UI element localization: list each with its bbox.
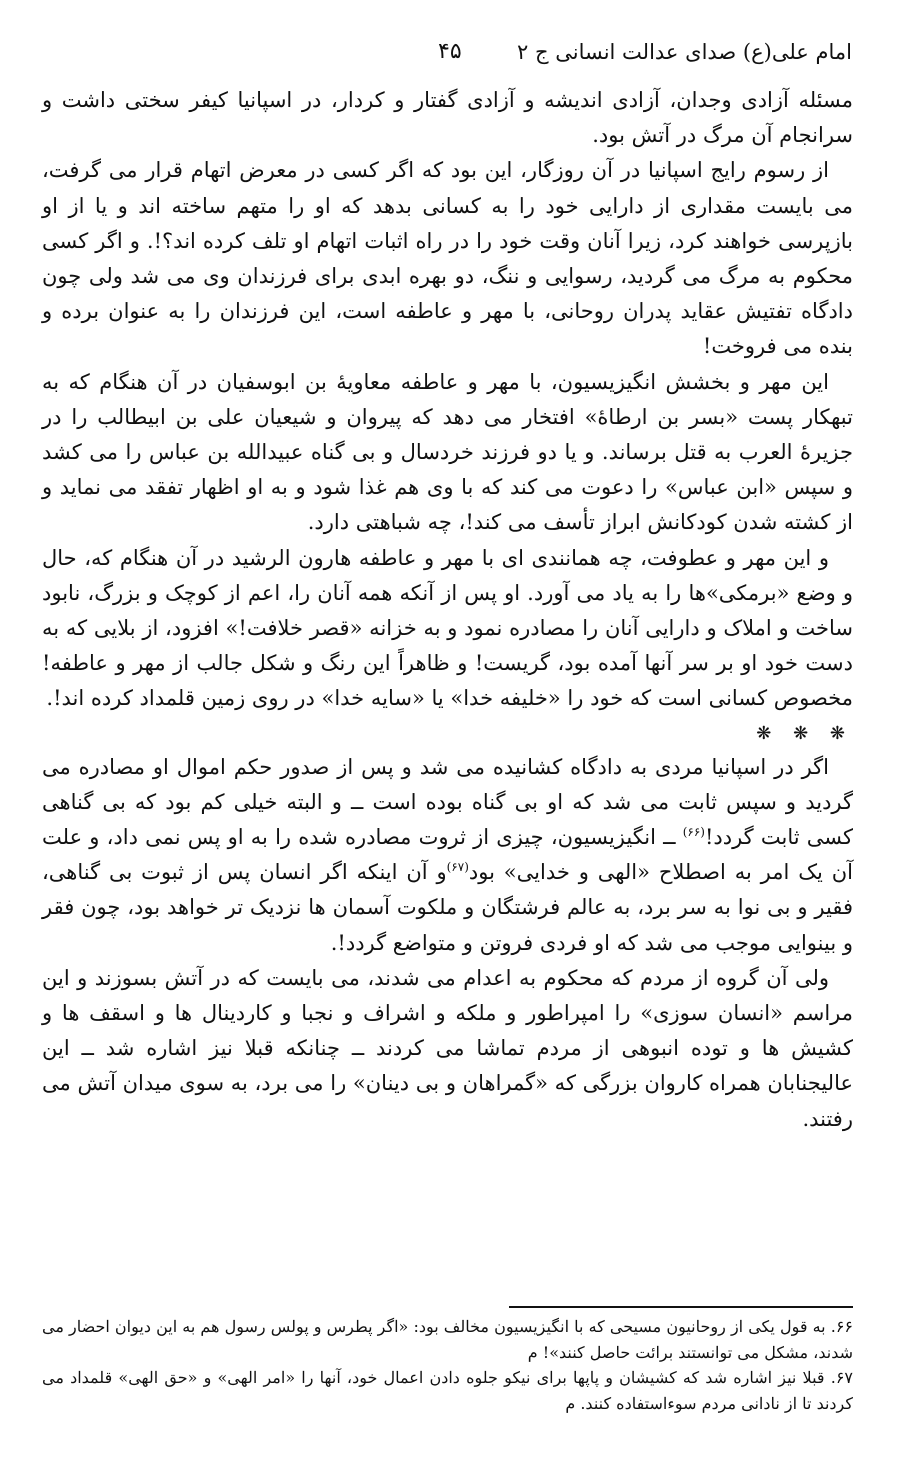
- footnote-67: ۶۷. قبلا نیز اشاره شد که کشیشان و پاپها برای نیکو جلوه دادن اعمال خود، آنها را «امر الهی» و «حق الهی» قلمداد می کردند تا از نادانی مردم سوءاستفاده کنند. م: [42, 1368, 854, 1413]
- section-separator: ❋ ❋ ❋: [756, 722, 853, 744]
- paragraph-2: از رسوم رایج اسپانیا در آن روزگار، این بود که اگر کسی در معرض اتهام قرار می گرفت، می بایست مقداری از دارایی خود را به کسانی بدهد که او را متهم ساخته اند و یا از او بازپرسی خواهند کرد، زیرا آنان وقت خود را در راه اثبات اتهام او تلف کرده اند؟!. و اگر کسی محکوم به مرگ می گردید، رسوایی و ننگ، دو بهره ابدی برای فرزندان وی می شد ولی چون دادگاه تفتیش عقاید پدران روحانی، با مهر و عاطفه است، این فرزندان را به عنوان برده و بنده می فروخت!: [42, 158, 853, 359]
- main-text: [42, 83, 853, 1137]
- paragraph-5: [42, 750, 853, 961]
- footnote-reference-66[interactable]: (۶۶): [682, 825, 705, 840]
- page-number: ۴۵: [438, 39, 462, 64]
- paragraph-6: ولی آن گروه از مردم که محکوم به اعدام می شدند، می بایست که در آتش بسوزند و این مراسم «انسان سوزی» را امپراطور و ملکه و اشراف و نجبا و کاردینال ها و اسقف ها و کشیش ها و توده انبوهی از مردم تماشا می کردند ــ چنانکه قبلا نیز اشاره شد ــ این عالیجنابان همراه کاروان بزرگی که «گمراهان و بی دینان» را می برد، به سوی میدان آتش می رفتند.: [42, 965, 853, 1131]
- footnote-reference-67[interactable]: (۶۷): [446, 860, 469, 875]
- running-title: امام علی(ع) صدای عدالت انسانی ج ۲: [517, 40, 852, 64]
- page-header: [40, 34, 852, 70]
- paragraph-5-part-1: اگر در اسپانیا مردی به دادگاه کشانیده می شد و پس از صدور حکم اموال او مصادره می گردید و سپس ثابت می شد که او بی گناه بوده است ــ و البته خیلی کم بود که بی گناهی کسی ثابت گردد!: [42, 754, 854, 850]
- footnotes: [42, 1314, 853, 1416]
- footnote-divider: [509, 1306, 853, 1308]
- paragraph-5-part-3: و آن اینکه اگر انسان پس از ثبوت بی گناهی، فقیر و بی نوا به سر برد، به عالم فرشتگان و ملکوت آسمان ها نزدیک تر خواهد بود، چون فقر و بینوایی موجب می شد که او فردی فروتن و متواضع گردد!.: [42, 860, 853, 955]
- footnote-66: ۶۶. به قول یکی از روحانیون مسیحی که با انگیزیسیون مخالف بود: «اگر پطرس و پولس رسول هم به این دیوان احضار می شدند، مشکل می توانستند برائت حاصل کنند»! م: [42, 1317, 853, 1362]
- paragraph-3: این مهر و بخشش انگیزیسیون، با مهر و عاطفه معاویهٔ بن ابوسفیان در آن هنگام که به تبهکار پست «بسر بن ارطاهٔ» افتخار می دهد که پیروان و شیعیان علی بن ابیطالب را در جزیرهٔ العرب به قتل برساند. و یا دو فرزند خردسال و بی گناه عبیدالله بن عباس را می کشد و سپس «ابن عباس» را دعوت می کند که با وی هم غذا شود و به او اظهار تفقد می نماید و از کشته شدن کودکانش ابراز تأسف می کند!، چه شباهتی دارد.: [42, 369, 853, 535]
- paragraph-5-part-2: ــ انگیزیسیون، چیزی از ثروت مصادره شده را به او پس نمی داد، و علت آن یک امر به اصطلاح «الهی و خدایی» بود: [42, 825, 853, 885]
- paragraph-1: مسئله آزادی وجدان، آزادی اندیشه و آزادی گفتار و کردار، در اسپانیا کیفر سختی داشت و سرانجام آن مرگ در آتش بود.: [42, 88, 853, 148]
- paragraph-4: و این مهر و عطوفت، چه همانندی ای با مهر و عاطفه هارون الرشید در آن هنگام که، حال و وضع «برمکی»ها را به یاد می آورد. او پس از آنکه همه آنان را، اعم از کوچک و بزرگ، نابود ساخت و املاک و دارایی آنان را مصادره نمود و به خزانه «قصر خلافت!» افزود، از بلایی که به دست خود او بر سر آنها آمده بود، گریست! و ظاهراً این رنگ و شکل جالب از مهر و عاطفه! مخصوص کسانی است که خود را «خلیفه خدا» یا «سایه خدا» در روی زمین قلمداد کرده اند!.: [42, 545, 853, 711]
